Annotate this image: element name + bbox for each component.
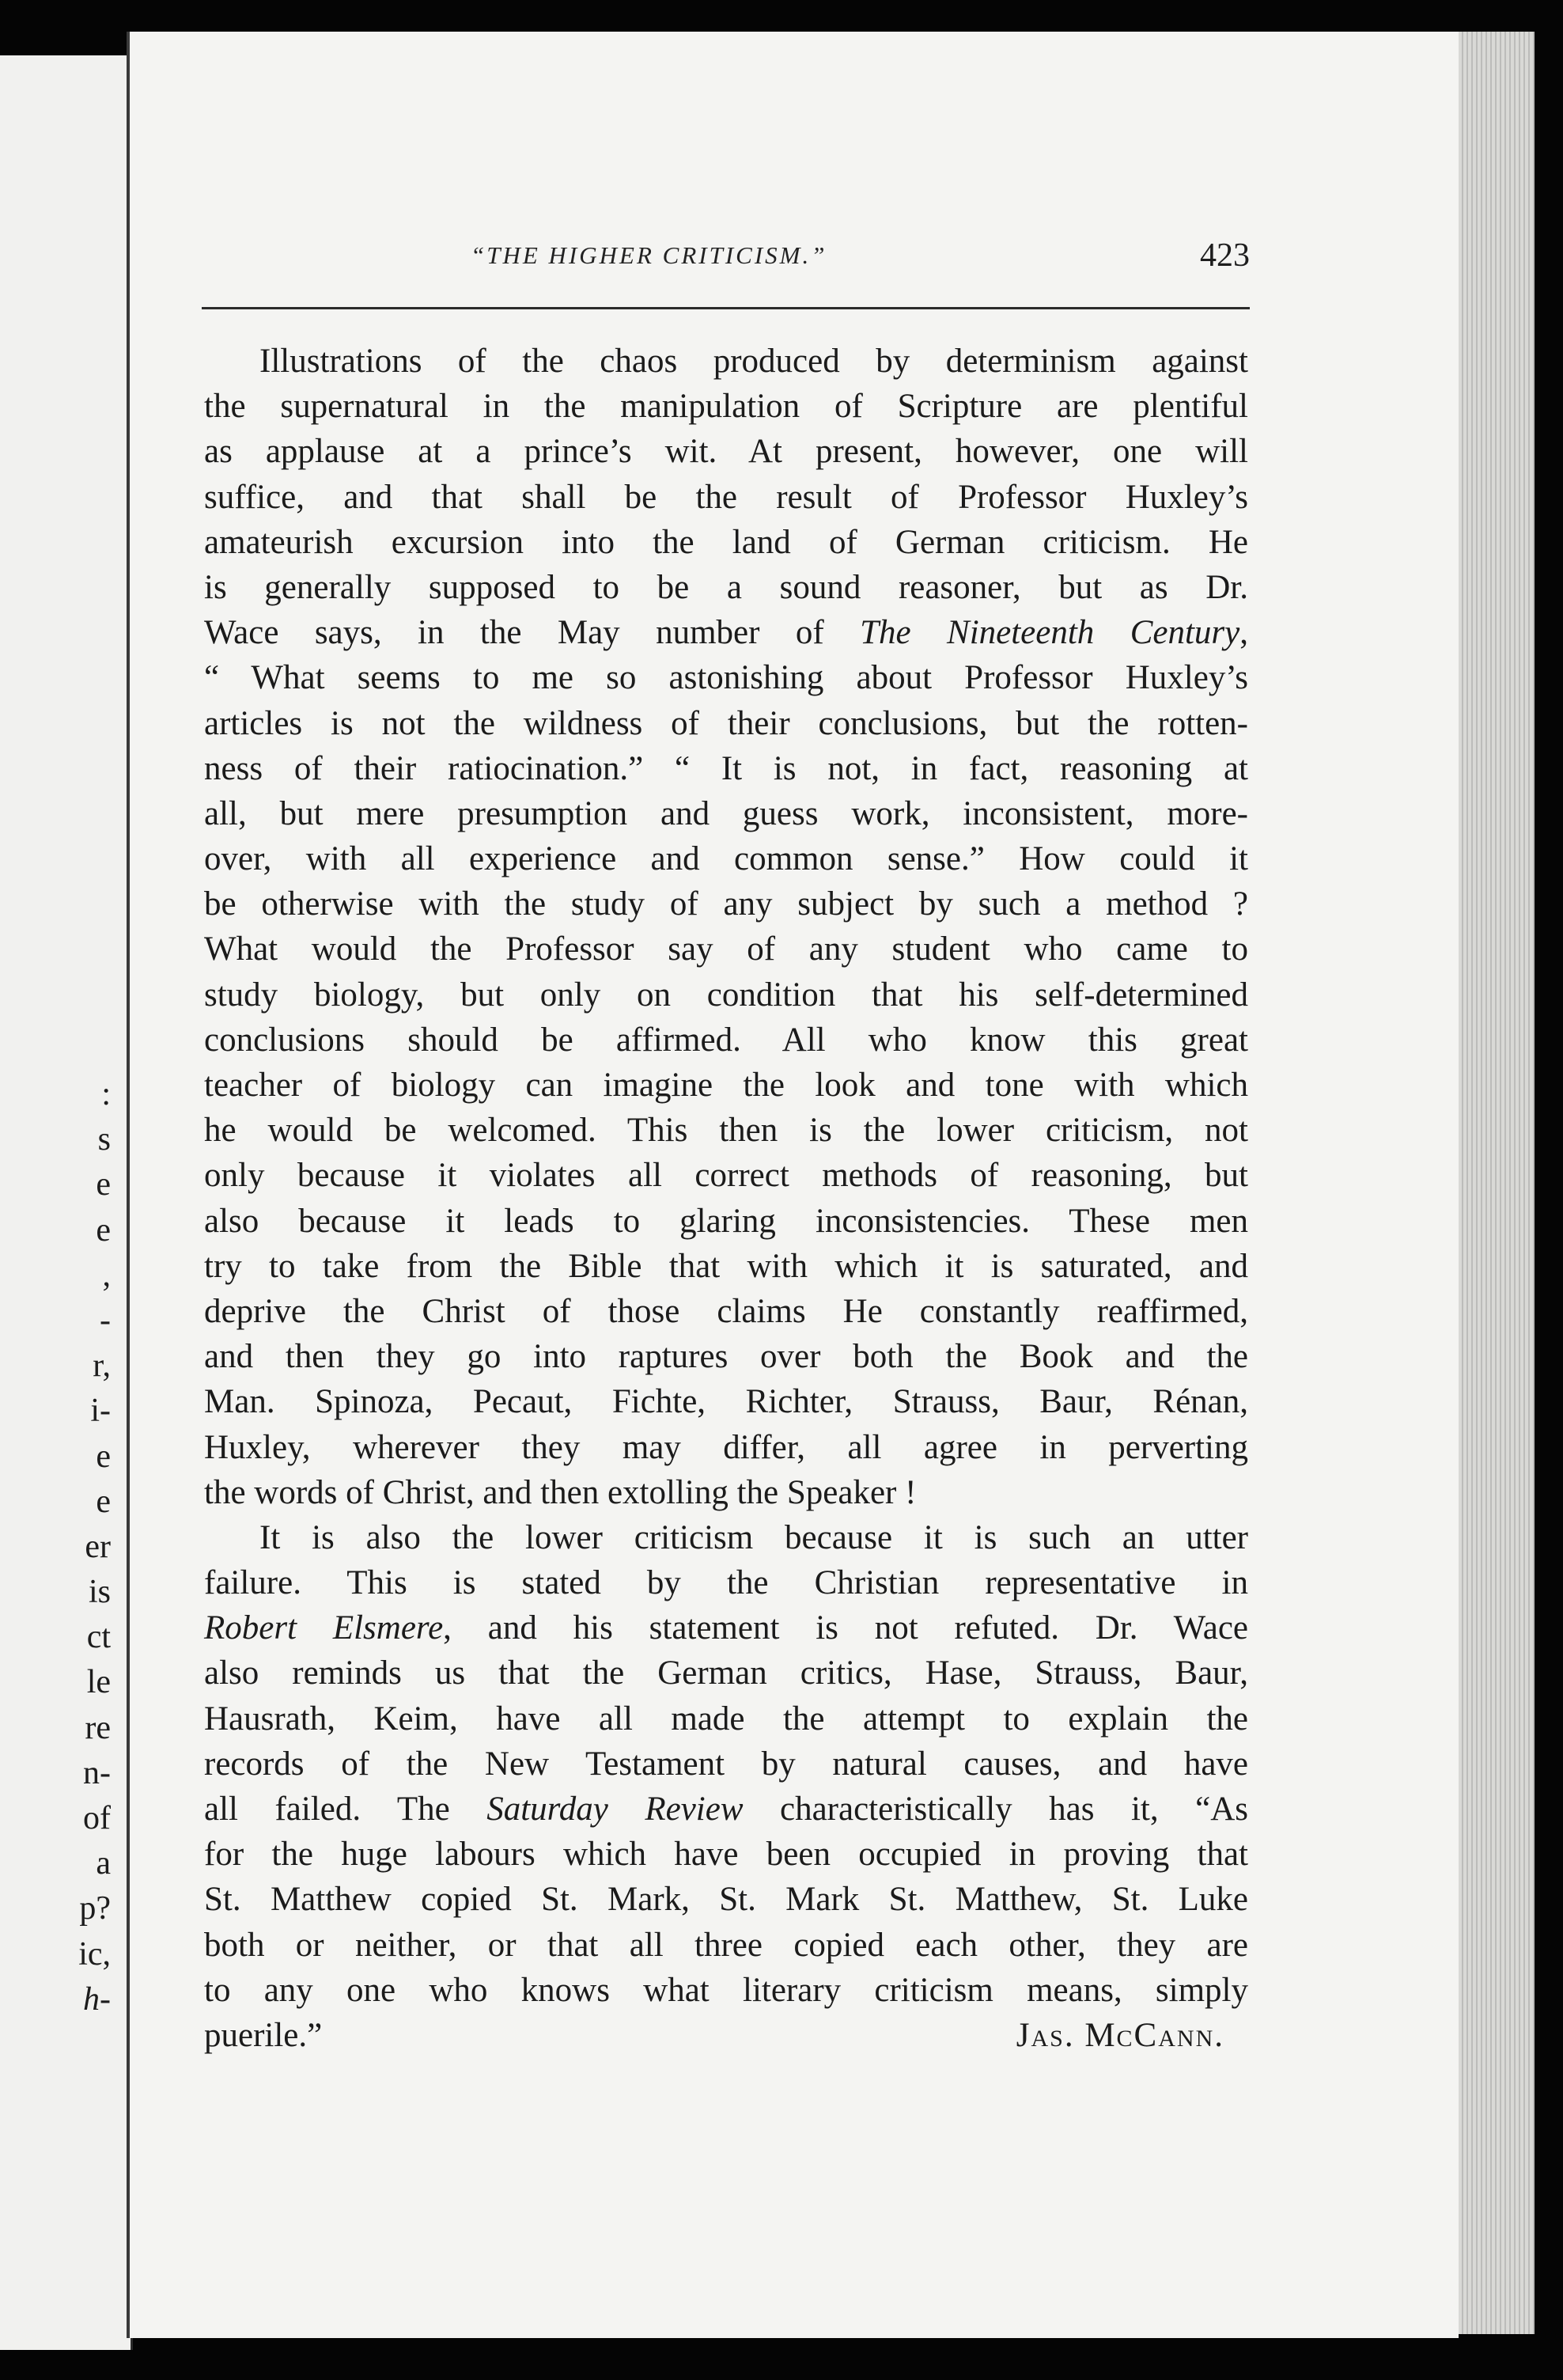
- running-head: [202, 237, 1250, 289]
- left-page-fragment: ic,: [78, 1935, 111, 1973]
- text-segment: , and his statement is not refuted. Dr. Wace: [443, 1609, 1248, 1647]
- left-page-fragment: h-: [83, 1980, 111, 2018]
- text-line: to any one who knows what literary criticism means, simply: [204, 1971, 1248, 2009]
- text-line: Man. Spinoza, Pecaut, Fichte, Richter, Strauss, Baur, Rénan,: [204, 1383, 1248, 1421]
- text-line: “ What seems to me so astonishing about Professor Huxley’s: [204, 659, 1248, 697]
- text-line: be otherwise with the study of any subject by such a method ?: [204, 885, 1248, 923]
- text-line: It is also the lower criticism because it is such an utter: [259, 1518, 1248, 1556]
- left-page-fragment: is: [88, 1574, 111, 1611]
- text-line: suffice, and that shall be the result of Professor Huxley’s: [204, 478, 1248, 516]
- left-page-fragment: re: [85, 1709, 111, 1746]
- text-segment: all failed. The: [204, 1791, 487, 1828]
- text-line: records of the New Testament by natural causes, and have: [204, 1745, 1248, 1783]
- left-page-fragment: e: [96, 1166, 111, 1203]
- left-page-edge: [0, 55, 133, 2350]
- left-page-fragment: a: [96, 1845, 111, 1882]
- text-line: only because it violates all correct methods of reasoning, but: [204, 1157, 1248, 1195]
- left-page-fragment: e: [96, 1483, 111, 1520]
- left-page-fragment: s: [97, 1121, 111, 1158]
- text-line: [204, 1787, 1248, 1832]
- left-page-fragment: ct: [86, 1619, 111, 1656]
- text-line: deprive the Christ of those claims He constantly reaffirmed,: [204, 1292, 1248, 1330]
- article-body: [204, 339, 1248, 2058]
- text-line: try to take from the Bible that with which it is saturated, and: [204, 1247, 1248, 1285]
- text-line: [204, 1605, 1248, 1650]
- author-signature: Jas. McCann.: [1016, 2016, 1224, 2054]
- text-line: Huxley, wherever they may differ, all agree in perverting: [204, 1428, 1248, 1466]
- text-line: Hausrath, Keim, have all made the attempt to explain the: [204, 1700, 1248, 1738]
- left-page-fragment: ,: [102, 1256, 111, 1294]
- left-page-fragment: p?: [79, 1890, 111, 1927]
- text-line: [204, 610, 1248, 655]
- text-line: also because it leads to glaring inconsistencies. These men: [204, 1202, 1248, 1240]
- text-line: amateurish excursion into the land of German criticism. He: [204, 523, 1248, 561]
- text-segment: ,: [1239, 614, 1249, 652]
- left-page-fragments: [0, 1072, 111, 2022]
- text-line: the supernatural in the manipulation of Scripture are plentiful: [204, 388, 1248, 426]
- left-page-fragment: of: [83, 1800, 111, 1836]
- text-line: the words of Christ, and then extolling the Speaker !: [204, 1473, 917, 1511]
- text-line: for the huge labours which have been occupied in proving that: [204, 1836, 1248, 1874]
- italic-title: Robert Elsmere: [204, 1609, 444, 1647]
- text-line: as applause at a prince’s wit. At present, however, one will: [204, 433, 1248, 471]
- text-line: What would the Professor say of any student who came to: [204, 930, 1248, 968]
- text-line: articles is not the wildness of their conclusions, but the rotten-: [204, 704, 1248, 742]
- closing-line: [204, 2013, 1248, 2058]
- text-line: failure. This is stated by the Christian representative in: [204, 1564, 1248, 1602]
- text-line: teacher of biology can imagine the look and tone with which: [204, 1067, 1248, 1104]
- text-line: conclusions should be affirmed. All who know this great: [204, 1021, 1248, 1059]
- italic-title: The Nineteenth Century: [860, 614, 1240, 652]
- closing-text: puerile.”: [204, 2016, 323, 2054]
- text-line: all, but mere presumption and guess work, inconsistent, more-: [204, 794, 1248, 832]
- italic-title: Saturday Review: [486, 1791, 744, 1828]
- text-line: ness of their ratiocination.” “ It is not, in fact, reasoning at: [204, 749, 1248, 787]
- left-page-fragment: n-: [83, 1754, 111, 1791]
- text-segment: Wace says, in the May number of: [204, 614, 861, 652]
- text-segment: characteristically has it, “As: [743, 1791, 1248, 1828]
- left-page-fragment: i-: [90, 1393, 111, 1430]
- running-title: “THE HIGHER CRITICISM.”: [471, 241, 827, 269]
- text-line: and then they go into raptures over both the Book and the: [204, 1338, 1248, 1376]
- left-page-fragment: le: [86, 1664, 111, 1701]
- text-line: both or neither, or that all three copied each other, they are: [204, 1926, 1248, 1964]
- text-line: over, with all experience and common sense.” How could it: [204, 840, 1248, 878]
- text-line: St. Matthew copied St. Mark, St. Mark St. Matthew, St. Luke: [204, 1881, 1248, 1919]
- text-line: is generally supposed to be a sound reasoner, but as Dr.: [204, 568, 1248, 606]
- paragraph-2: [204, 1515, 1248, 2013]
- left-page-fragment: -: [100, 1302, 111, 1339]
- page-number: 423: [1200, 237, 1250, 274]
- paragraph-1: [204, 339, 1248, 1515]
- header-rule: [202, 307, 1250, 309]
- left-page-fragment: er: [85, 1528, 111, 1565]
- text-line: study biology, but only on condition that his self-determined: [204, 976, 1248, 1014]
- left-page-fragment: e: [96, 1211, 111, 1249]
- text-line: also reminds us that the German critics, Hase, Strauss, Baur,: [204, 1654, 1248, 1692]
- left-page-fragment: :: [101, 1076, 111, 1112]
- left-page-fragment: e: [96, 1438, 111, 1475]
- text-line: Illustrations of the chaos produced by determinism against: [259, 343, 1248, 380]
- text-line: he would be welcomed. This then is the lower criticism, not: [204, 1112, 1248, 1150]
- left-page-fragment: r,: [93, 1347, 111, 1385]
